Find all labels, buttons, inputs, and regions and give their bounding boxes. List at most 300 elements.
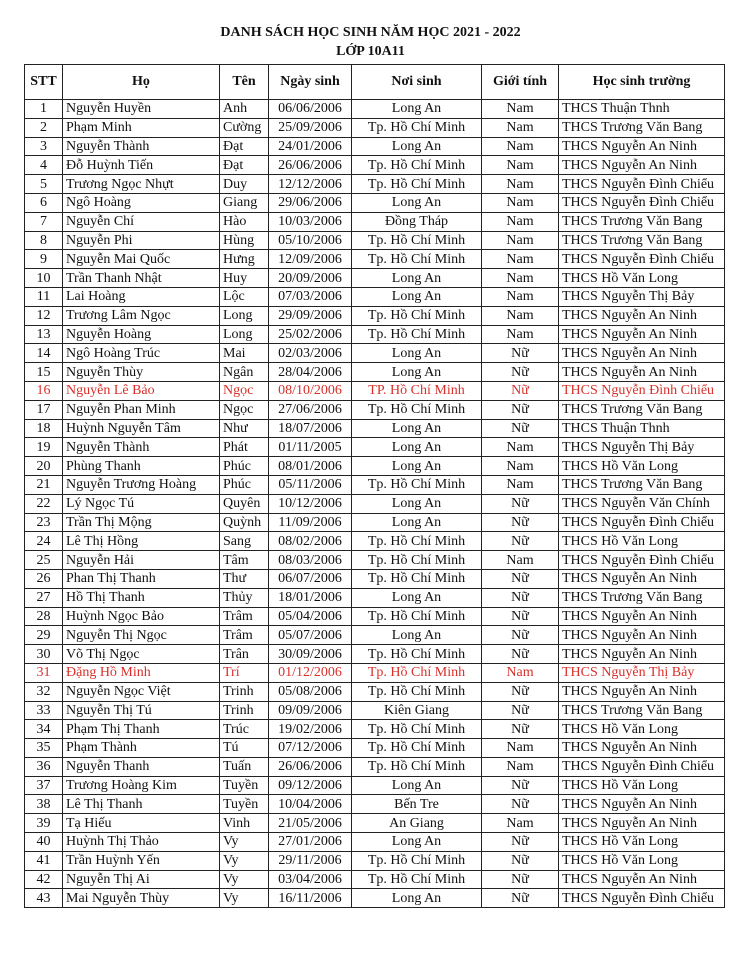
header-noi-sinh: Nơi sinh [352,65,482,100]
cell-ho: Trương Ngọc Nhựt [63,175,220,194]
table-row [25,626,725,645]
cell-gioi-tinh: Nam [482,814,559,833]
cell-ngay-sinh: 29/09/2006 [269,306,352,325]
cell-noi-sinh: TP. Hồ Chí Minh [352,381,482,400]
cell-truong: THCS Nguyễn An Ninh [559,626,725,645]
header-gioi-tinh: Giới tính [482,65,559,100]
cell-ngay-sinh: 21/05/2006 [269,814,352,833]
cell-noi-sinh: Long An [352,100,482,119]
cell-ten: Tuyền [220,776,269,795]
cell-ho: Nguyễn Trương Hoàng [63,475,220,494]
table-row [25,701,725,720]
cell-noi-sinh: Tp. Hồ Chí Minh [352,720,482,739]
cell-truong: THCS Hồ Văn Long [559,851,725,870]
cell-noi-sinh: Long An [352,513,482,532]
cell-gioi-tinh: Nữ [482,795,559,814]
cell-ngay-sinh: 06/06/2006 [269,100,352,119]
table-row [25,551,725,570]
cell-ngay-sinh: 08/01/2006 [269,457,352,476]
cell-ten: Ngân [220,363,269,382]
cell-ho: Lai Hoàng [63,287,220,306]
cell-ho: Lý Ngọc Tú [63,494,220,513]
header-truong: Học sinh trường [559,65,725,100]
cell-noi-sinh: Bến Tre [352,795,482,814]
cell-ho: Ngô Hoàng [63,193,220,212]
cell-ho: Nguyễn Chí [63,212,220,231]
cell-gioi-tinh: Nữ [482,720,559,739]
cell-gioi-tinh: Nam [482,287,559,306]
cell-truong: THCS Nguyễn Đình Chiểu [559,175,725,194]
cell-truong: THCS Nguyễn An Ninh [559,137,725,156]
table-row [25,137,725,156]
cell-ten: Cường [220,118,269,137]
document-title: DANH SÁCH HỌC SINH NĂM HỌC 2021 - 2022 [220,25,521,40]
cell-noi-sinh: Tp. Hồ Chí Minh [352,400,482,419]
cell-truong: THCS Nguyễn Đình Chiểu [559,757,725,776]
cell-stt: 10 [25,269,63,288]
cell-truong: THCS Thuận Thnh [559,100,725,119]
table-row [25,795,725,814]
cell-ngay-sinh: 29/06/2006 [269,193,352,212]
cell-ho: Phùng Thanh [63,457,220,476]
cell-ngay-sinh: 28/04/2006 [269,363,352,382]
cell-noi-sinh: Tp. Hồ Chí Minh [352,250,482,269]
cell-noi-sinh: Tp. Hồ Chí Minh [352,475,482,494]
cell-ten: Đạt [220,137,269,156]
cell-truong: THCS Hồ Văn Long [559,776,725,795]
cell-ten: Hùng [220,231,269,250]
cell-truong: THCS Nguyễn An Ninh [559,607,725,626]
table-row [25,682,725,701]
cell-noi-sinh: Long An [352,419,482,438]
cell-truong: THCS Nguyễn An Ninh [559,156,725,175]
table-row [25,776,725,795]
cell-noi-sinh: Tp. Hồ Chí Minh [352,551,482,570]
cell-gioi-tinh: Nữ [482,513,559,532]
cell-stt: 12 [25,306,63,325]
cell-truong: THCS Nguyễn An Ninh [559,363,725,382]
cell-truong: THCS Trương Văn Bang [559,475,725,494]
cell-truong: THCS Nguyễn An Ninh [559,795,725,814]
cell-truong: THCS Thuận Thnh [559,419,725,438]
table-row [25,156,725,175]
cell-truong: THCS Trương Văn Bang [559,118,725,137]
cell-ho: Phạm Minh [63,118,220,137]
cell-gioi-tinh: Nữ [482,419,559,438]
cell-ho: Nguyễn Thị Ngọc [63,626,220,645]
cell-noi-sinh: Tp. Hồ Chí Minh [352,682,482,701]
header-ten: Tên [220,65,269,100]
cell-ho: Phạm Thị Thanh [63,720,220,739]
cell-ngay-sinh: 01/11/2005 [269,438,352,457]
cell-stt: 19 [25,438,63,457]
table-row [25,870,725,889]
cell-ngay-sinh: 07/12/2006 [269,739,352,758]
header-ho: Họ [63,65,220,100]
cell-stt: 33 [25,701,63,720]
cell-noi-sinh: Tp. Hồ Chí Minh [352,851,482,870]
cell-noi-sinh: Long An [352,438,482,457]
cell-ten: Ngọc [220,400,269,419]
cell-stt: 41 [25,851,63,870]
header-ngay-sinh: Ngày sinh [269,65,352,100]
cell-ten: Trinh [220,682,269,701]
cell-truong: THCS Nguyễn Đình Chiểu [559,381,725,400]
cell-ngay-sinh: 09/09/2006 [269,701,352,720]
cell-ho: Ngô Hoàng Trúc [63,344,220,363]
cell-gioi-tinh: Nam [482,156,559,175]
cell-truong: THCS Nguyễn Đình Chiểu [559,889,725,908]
cell-truong: THCS Hồ Văn Long [559,720,725,739]
table-row [25,269,725,288]
cell-stt: 28 [25,607,63,626]
cell-ho: Huỳnh Ngọc Bảo [63,607,220,626]
cell-gioi-tinh: Nam [482,325,559,344]
cell-gioi-tinh: Nữ [482,381,559,400]
cell-gioi-tinh: Nam [482,475,559,494]
cell-ten: Anh [220,100,269,119]
cell-truong: THCS Hồ Văn Long [559,532,725,551]
cell-ngay-sinh: 25/02/2006 [269,325,352,344]
cell-truong: THCS Hồ Văn Long [559,833,725,852]
cell-stt: 27 [25,588,63,607]
cell-stt: 1 [25,100,63,119]
cell-ten: Vy [220,851,269,870]
cell-ngay-sinh: 05/11/2006 [269,475,352,494]
cell-ten: Sang [220,532,269,551]
cell-ten: Trinh [220,701,269,720]
cell-stt: 3 [25,137,63,156]
cell-gioi-tinh: Nữ [482,833,559,852]
cell-ten: Hưng [220,250,269,269]
cell-ten: Mai [220,344,269,363]
cell-ngay-sinh: 09/12/2006 [269,776,352,795]
cell-ho: Nguyễn Thành [63,137,220,156]
cell-stt: 32 [25,682,63,701]
header-stt: STT [25,65,63,100]
cell-ngay-sinh: 06/07/2006 [269,569,352,588]
cell-ten: Trí [220,663,269,682]
cell-ngay-sinh: 24/01/2006 [269,137,352,156]
cell-ho: Nguyễn Thị Ai [63,870,220,889]
table-row [25,118,725,137]
cell-truong: THCS Trương Văn Bang [559,400,725,419]
cell-truong: THCS Nguyễn Đình Chiểu [559,513,725,532]
cell-ngay-sinh: 26/06/2006 [269,156,352,175]
cell-gioi-tinh: Nữ [482,607,559,626]
cell-ho: Võ Thị Ngọc [63,645,220,664]
cell-truong: THCS Nguyễn An Ninh [559,814,725,833]
cell-ngay-sinh: 16/11/2006 [269,889,352,908]
table-row [25,645,725,664]
cell-stt: 23 [25,513,63,532]
cell-ngay-sinh: 12/09/2006 [269,250,352,269]
cell-ten: Lộc [220,287,269,306]
table-row [25,287,725,306]
cell-gioi-tinh: Nam [482,551,559,570]
table-row [25,757,725,776]
cell-truong: THCS Trương Văn Bang [559,212,725,231]
cell-ten: Thủy [220,588,269,607]
cell-ngay-sinh: 07/03/2006 [269,287,352,306]
cell-gioi-tinh: Nam [482,739,559,758]
cell-ten: Phát [220,438,269,457]
cell-stt: 20 [25,457,63,476]
table-row [25,212,725,231]
cell-noi-sinh: Tp. Hồ Chí Minh [352,532,482,551]
cell-ngay-sinh: 05/08/2006 [269,682,352,701]
cell-noi-sinh: Long An [352,626,482,645]
cell-noi-sinh: Tp. Hồ Chí Minh [352,870,482,889]
cell-noi-sinh: Tp. Hồ Chí Minh [352,607,482,626]
cell-stt: 21 [25,475,63,494]
table-row [25,400,725,419]
cell-gioi-tinh: Nữ [482,776,559,795]
cell-noi-sinh: Long An [352,363,482,382]
cell-truong: THCS Nguyễn An Ninh [559,344,725,363]
cell-ngay-sinh: 26/06/2006 [269,757,352,776]
cell-stt: 34 [25,720,63,739]
cell-stt: 38 [25,795,63,814]
cell-ho: Phan Thị Thanh [63,569,220,588]
cell-stt: 30 [25,645,63,664]
cell-ho: Hồ Thị Thanh [63,588,220,607]
table-header-row [25,65,725,100]
cell-ten: Như [220,419,269,438]
cell-ngay-sinh: 05/04/2006 [269,607,352,626]
cell-gioi-tinh: Nữ [482,588,559,607]
cell-stt: 36 [25,757,63,776]
cell-gioi-tinh: Nữ [482,344,559,363]
cell-noi-sinh: Long An [352,287,482,306]
cell-ten: Trâm [220,626,269,645]
table-row [25,193,725,212]
cell-truong: THCS Nguyễn An Ninh [559,870,725,889]
cell-ho: Trương Lâm Ngọc [63,306,220,325]
cell-ngay-sinh: 01/12/2006 [269,663,352,682]
table-row [25,175,725,194]
cell-ho: Lê Thị Hồng [63,532,220,551]
cell-gioi-tinh: Nam [482,663,559,682]
cell-ten: Trân [220,645,269,664]
cell-ten: Duy [220,175,269,194]
cell-stt: 31 [25,663,63,682]
cell-gioi-tinh: Nam [482,100,559,119]
cell-noi-sinh: Long An [352,833,482,852]
cell-noi-sinh: Tp. Hồ Chí Minh [352,325,482,344]
cell-stt: 5 [25,175,63,194]
cell-gioi-tinh: Nam [482,118,559,137]
cell-stt: 9 [25,250,63,269]
class-subtitle: LỚP 10A11 [336,44,405,59]
cell-truong: THCS Nguyễn Thị Bảy [559,287,725,306]
cell-ho: Huỳnh Thị Thảo [63,833,220,852]
cell-ngay-sinh: 12/12/2006 [269,175,352,194]
cell-noi-sinh: Long An [352,588,482,607]
cell-noi-sinh: Tp. Hồ Chí Minh [352,569,482,588]
cell-stt: 13 [25,325,63,344]
table-row [25,814,725,833]
cell-ngay-sinh: 02/03/2006 [269,344,352,363]
cell-gioi-tinh: Nữ [482,851,559,870]
cell-ho: Trần Huỳnh Yến [63,851,220,870]
cell-truong: THCS Nguyễn An Ninh [559,682,725,701]
table-row [25,419,725,438]
cell-ten: Vinh [220,814,269,833]
cell-ngay-sinh: 19/02/2006 [269,720,352,739]
cell-ngay-sinh: 18/01/2006 [269,588,352,607]
cell-ngay-sinh: 08/03/2006 [269,551,352,570]
cell-stt: 39 [25,814,63,833]
cell-gioi-tinh: Nam [482,269,559,288]
table-row [25,851,725,870]
cell-ten: Thư [220,569,269,588]
table-row [25,381,725,400]
cell-noi-sinh: Tp. Hồ Chí Minh [352,645,482,664]
cell-ngay-sinh: 20/09/2006 [269,269,352,288]
cell-stt: 4 [25,156,63,175]
cell-noi-sinh: Long An [352,776,482,795]
cell-stt: 22 [25,494,63,513]
cell-truong: THCS Nguyễn Đình Chiểu [559,250,725,269]
cell-gioi-tinh: Nữ [482,400,559,419]
cell-noi-sinh: Long An [352,137,482,156]
cell-ho: Nguyễn Thùy [63,363,220,382]
cell-ten: Vy [220,870,269,889]
cell-ten: Trâm [220,607,269,626]
cell-ho: Nguyễn Phan Minh [63,400,220,419]
cell-gioi-tinh: Nam [482,193,559,212]
cell-stt: 26 [25,569,63,588]
cell-truong: THCS Nguyễn An Ninh [559,325,725,344]
cell-ngay-sinh: 08/02/2006 [269,532,352,551]
cell-gioi-tinh: Nam [482,438,559,457]
cell-truong: THCS Trương Văn Bang [559,588,725,607]
table-row [25,663,725,682]
cell-truong: THCS Nguyễn An Ninh [559,569,725,588]
cell-ho: Phạm Thành [63,739,220,758]
cell-ten: Tú [220,739,269,758]
cell-stt: 35 [25,739,63,758]
cell-truong: THCS Trương Văn Bang [559,231,725,250]
cell-ho: Lê Thị Thanh [63,795,220,814]
table-row [25,607,725,626]
cell-gioi-tinh: Nữ [482,494,559,513]
cell-noi-sinh: Long An [352,494,482,513]
cell-ten: Quỳnh [220,513,269,532]
cell-gioi-tinh: Nữ [482,532,559,551]
cell-ho: Nguyễn Mai Quốc [63,250,220,269]
cell-truong: THCS Nguyễn An Ninh [559,645,725,664]
cell-ho: Nguyễn Ngọc Việt [63,682,220,701]
cell-gioi-tinh: Nam [482,250,559,269]
cell-truong: THCS Nguyễn Văn Chính [559,494,725,513]
cell-noi-sinh: Tp. Hồ Chí Minh [352,739,482,758]
cell-noi-sinh: Long An [352,457,482,476]
cell-noi-sinh: Tp. Hồ Chí Minh [352,231,482,250]
cell-stt: 29 [25,626,63,645]
cell-stt: 7 [25,212,63,231]
cell-ngay-sinh: 18/07/2006 [269,419,352,438]
table-row [25,325,725,344]
cell-ngay-sinh: 27/01/2006 [269,833,352,852]
table-row [25,889,725,908]
cell-gioi-tinh: Nam [482,231,559,250]
cell-ten: Đạt [220,156,269,175]
table-row [25,438,725,457]
cell-ho: Nguyễn Lê Bảo [63,381,220,400]
cell-ngay-sinh: 05/10/2006 [269,231,352,250]
cell-truong: THCS Nguyễn Thị Bảy [559,663,725,682]
cell-ten: Trúc [220,720,269,739]
cell-stt: 2 [25,118,63,137]
cell-noi-sinh: Kiên Giang [352,701,482,720]
cell-stt: 14 [25,344,63,363]
cell-ho: Nguyễn Thị Tú [63,701,220,720]
table-row [25,363,725,382]
table-body [25,100,725,908]
table-row [25,720,725,739]
cell-noi-sinh: Tp. Hồ Chí Minh [352,663,482,682]
table-row [25,513,725,532]
cell-noi-sinh: Tp. Hồ Chí Minh [352,175,482,194]
table-row [25,739,725,758]
cell-stt: 11 [25,287,63,306]
cell-ngay-sinh: 27/06/2006 [269,400,352,419]
cell-ngay-sinh: 11/09/2006 [269,513,352,532]
cell-stt: 42 [25,870,63,889]
cell-ten: Hào [220,212,269,231]
cell-noi-sinh: An Giang [352,814,482,833]
cell-ngay-sinh: 29/11/2006 [269,851,352,870]
table-row [25,532,725,551]
cell-gioi-tinh: Nam [482,212,559,231]
cell-ho: Nguyễn Hải [63,551,220,570]
cell-stt: 25 [25,551,63,570]
cell-ngay-sinh: 08/10/2006 [269,381,352,400]
cell-gioi-tinh: Nữ [482,645,559,664]
cell-ngay-sinh: 25/09/2006 [269,118,352,137]
cell-gioi-tinh: Nam [482,457,559,476]
cell-noi-sinh: Long An [352,889,482,908]
cell-truong: THCS Nguyễn An Ninh [559,306,725,325]
cell-ten: Long [220,306,269,325]
cell-ngay-sinh: 10/03/2006 [269,212,352,231]
table-row [25,100,725,119]
cell-gioi-tinh: Nam [482,757,559,776]
cell-gioi-tinh: Nam [482,306,559,325]
cell-ten: Long [220,325,269,344]
cell-truong: THCS Nguyễn Thị Bảy [559,438,725,457]
cell-noi-sinh: Long An [352,344,482,363]
cell-ten: Vy [220,889,269,908]
table-row [25,569,725,588]
cell-ho: Đặng Hồ Minh [63,663,220,682]
cell-ngay-sinh: 10/04/2006 [269,795,352,814]
table-row [25,457,725,476]
cell-ten: Phúc [220,457,269,476]
cell-ngay-sinh: 03/04/2006 [269,870,352,889]
cell-gioi-tinh: Nam [482,137,559,156]
cell-truong: THCS Nguyễn An Ninh [559,739,725,758]
cell-ho: Huỳnh Nguyễn Tâm [63,419,220,438]
cell-ngay-sinh: 10/12/2006 [269,494,352,513]
cell-stt: 24 [25,532,63,551]
cell-noi-sinh: Đồng Tháp [352,212,482,231]
cell-stt: 43 [25,889,63,908]
cell-ho: Tạ Hiếu [63,814,220,833]
cell-ten: Huy [220,269,269,288]
